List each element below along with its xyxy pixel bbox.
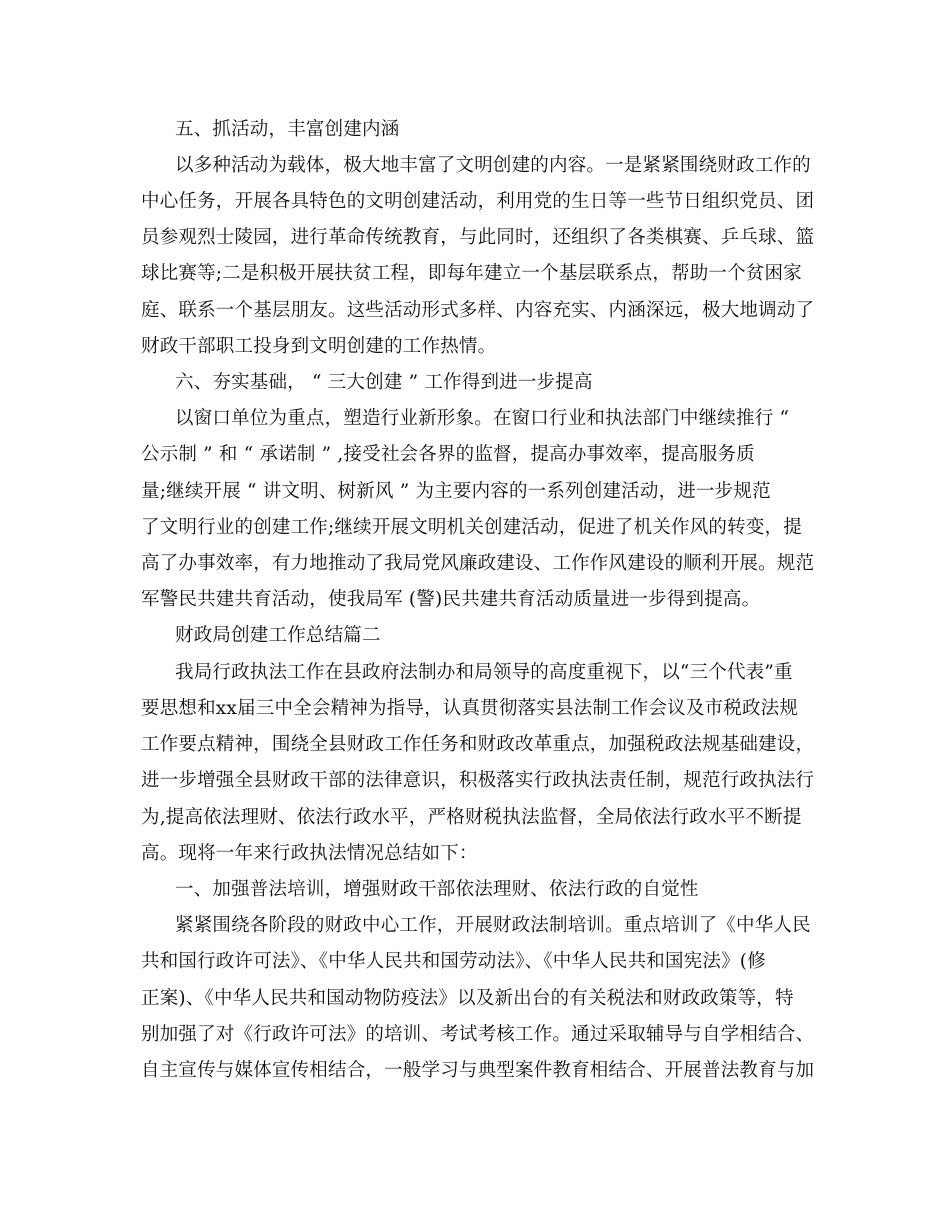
part-two-title: 财政局创建工作总结篇二 [175, 625, 381, 646]
paragraph-line: 别加强了对《行政许可法》的培训、考试考核工作。通过采取辅导与自学相结合、 [141, 1024, 815, 1045]
paragraph-line: 进一步增强全县财政干部的法律意识，积极落实行政执法责任制，规范行政执法行 [141, 770, 815, 791]
paragraph-line: 军警民共建共育活动，使我局军 (警)民共建共育活动质量进一步得到提高。 [141, 589, 761, 610]
section-heading-five: 五、抓活动，丰富创建内涵 [175, 119, 400, 140]
paragraph-line: 员参观烈士陵园，进行革命传统教育，与此同时，还组织了各类棋赛、乒乓球、篮 [141, 227, 815, 248]
paragraph-line: 为,提高依法理财、依法行政水平，严格财税执法监督，全局依法行政水平不断提 [141, 807, 802, 828]
paragraph-line: 自主宣传与媒体宣传相结合，一般学习与典型案件教育相结合、开展普法教育与加 [141, 1060, 815, 1081]
paragraph-line: 以窗口单位为重点，塑造行业新形象。在窗口行业和执法部门中继续推行 “ [175, 408, 790, 429]
paragraph-line: 高。现将一年来行政执法情况总结如下： [141, 843, 478, 864]
paragraph-line: 要思想和xx届三中全会精神为指导，认真贯彻落实县法制工作会议及市税政法规 [141, 698, 799, 719]
paragraph-line: 我局行政执法工作在县政府法制办和局领导的高度重视下，以“三个代表”重 [175, 662, 793, 683]
paragraph-line: 共和国行政许可法》、《中华人民共和国劳动法》、《中华人民共和国宪法》(修 [141, 951, 766, 972]
paragraph-line: 高了办事效率，有力地推动了我局党风廉政建设、工作作风建设的顺利开展。规范 [141, 553, 815, 574]
paragraph-line: 紧紧围绕各阶段的财政中心工作，开展财政法制培训。重点培训了《中华人民 [175, 915, 811, 936]
paragraph-line: 以多种活动为载体，极大地丰富了文明创建的内容。一是紧紧围绕财政工作的 [175, 155, 811, 176]
paragraph-line: 中心任务，开展各具特色的文明创建活动，利用党的生日等一些节日组织党员、团 [141, 191, 815, 212]
paragraph-line: 公示制 ” 和 “ 承诺制 ” ,接受社会各界的监督，提高办事效率，提高服务质 [141, 444, 755, 465]
paragraph-line: 量;继续开展 “ 讲文明、树新风 ” 为主要内容的一系列创建活动，进一步规范 [141, 481, 771, 502]
paragraph-line: 正案)、《中华人民共和国动物防疫法》以及新出台的有关税法和财政政策等，特 [141, 988, 794, 1009]
paragraph-line: 工作要点精神，围绕全县财政工作任务和财政改革重点，加强税政法规基础建设， [141, 734, 815, 755]
section-heading-six: 六、夯实基础， “ 三大创建 ” 工作得到进一步提高 [175, 372, 593, 393]
paragraph-line: 财政干部职工投身到文明创建的工作热情。 [141, 336, 497, 357]
paragraph-line: 了文明行业的创建工作;继续开展文明机关创建活动，促进了机关作风的转变，提 [141, 517, 802, 538]
paragraph-line: 球比赛等;二是积极开展扶贫工程，即每年建立一个基层联系点，帮助一个贫困家 [141, 263, 802, 284]
section-heading-one: 一、加强普法培训，增强财政干部依法理财、依法行政的自觉性 [175, 879, 699, 900]
paragraph-line: 庭、联系一个基层朋友。这些活动形式多样、内容充实、内涵深远，极大地调动了 [141, 300, 815, 321]
